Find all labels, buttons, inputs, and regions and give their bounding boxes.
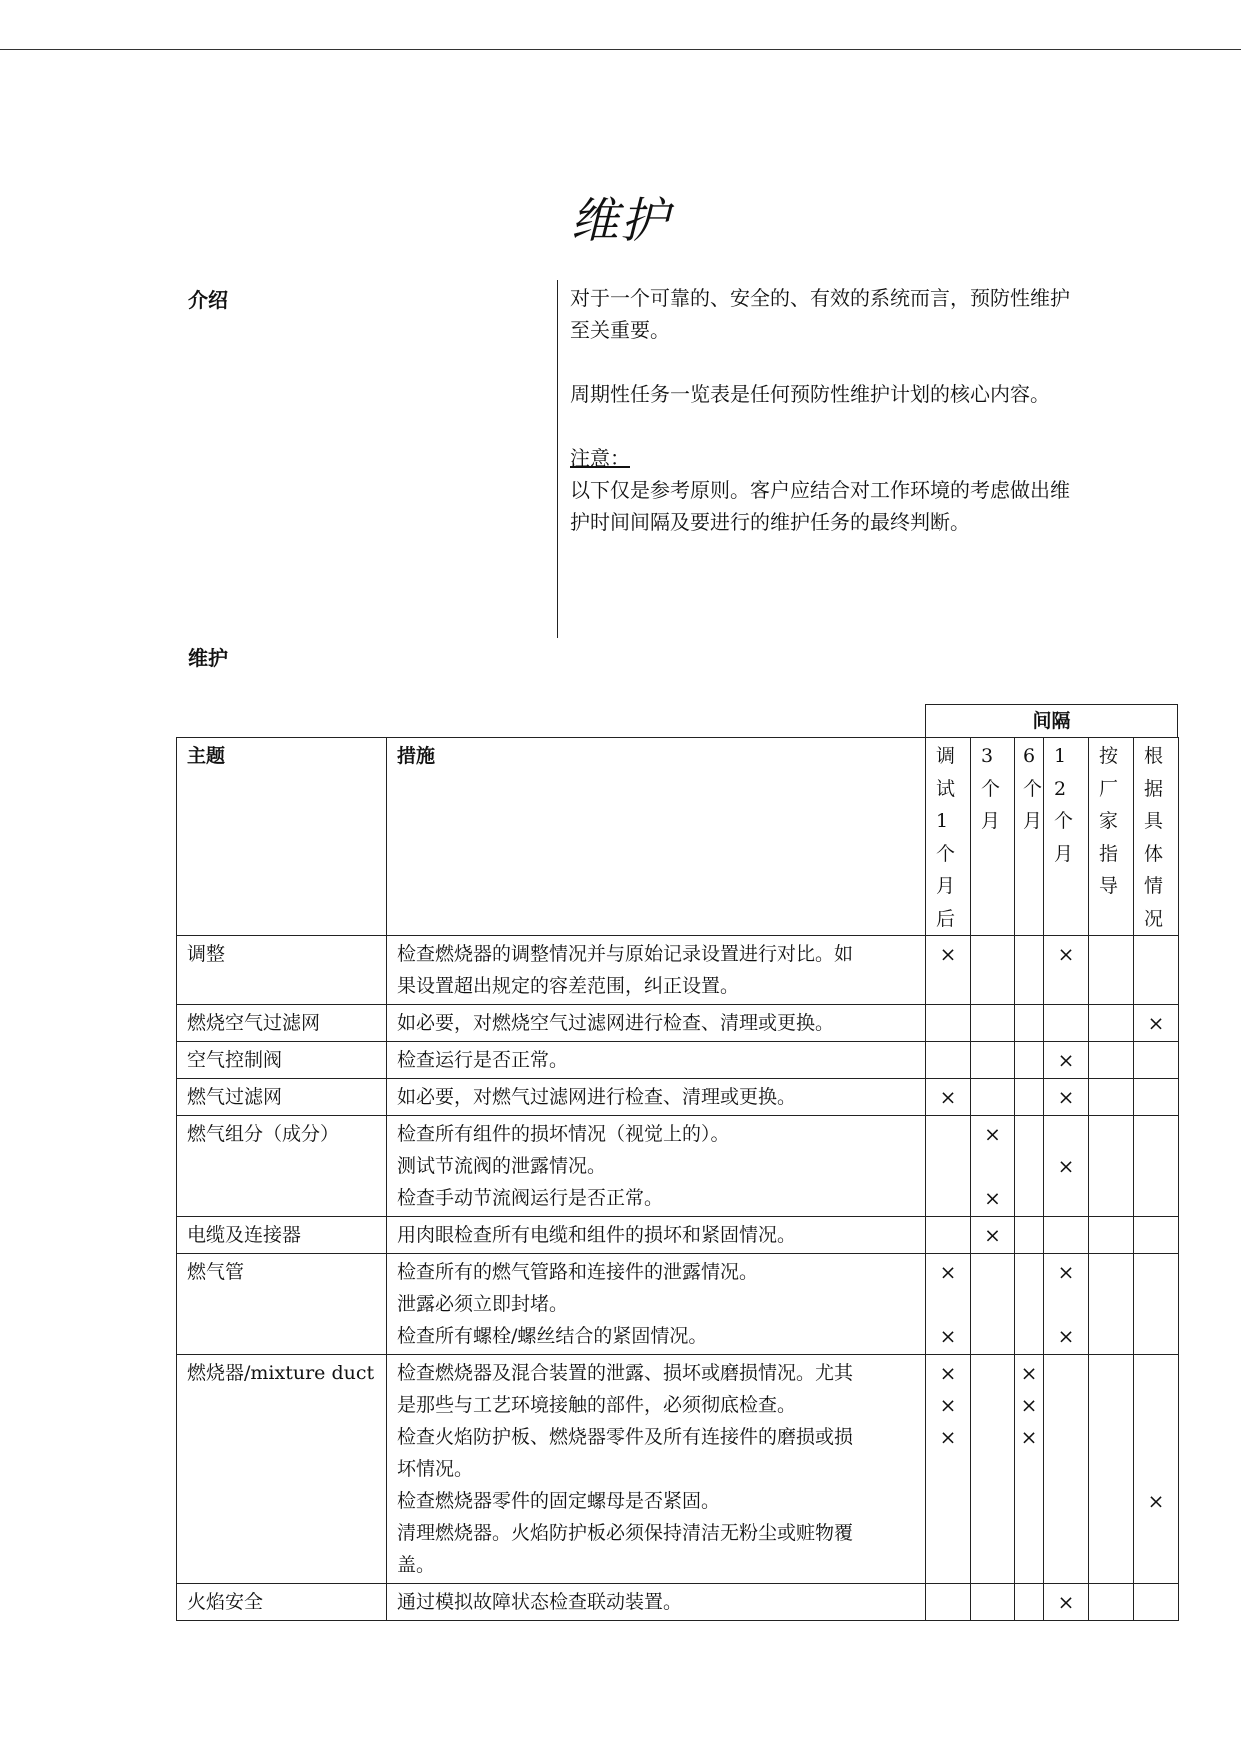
interval-mark-cell [971,1217,1015,1254]
measure-line: 坏情况。 [397,1458,474,1480]
interval-col-header: 12个月 [1044,738,1089,936]
interval-empty [926,1007,970,1039]
measure-line: 检查燃烧器及混合装置的泄露、损坏或磨损情况。尤其 [397,1362,854,1384]
measure-cell [387,1079,926,1116]
interval-empty [1015,1081,1043,1113]
interval-mark-cell [971,1584,1015,1621]
interval-mark-cell [1044,1116,1089,1217]
interval-col-header: 根据具体情况 [1134,738,1179,936]
interval-mark-cell [1089,1116,1134,1217]
interval-empty [1134,1118,1178,1150]
measure-line: 用肉眼检查所有电缆和组件的损坏和紧固情况。 [397,1224,797,1246]
interval-empty [926,1485,970,1517]
interval-empty [1015,1485,1043,1517]
col-topic-header: 主题 [177,738,387,936]
note-label: 注意： [570,446,630,470]
interval-mark-cell [971,1355,1015,1584]
measure-line: 泄露必须立即封堵。 [397,1293,569,1315]
interval-empty [1134,1081,1178,1113]
interval-empty [971,1453,1014,1485]
interval-empty [1015,1586,1043,1618]
interval-mark-cell [926,936,971,1005]
measure-line: 检查手动节流阀运行是否正常。 [397,1187,664,1209]
interval-mark: × [1020,1393,1038,1417]
interval-mark-cell [971,1042,1015,1079]
interval-mark-cell [971,1116,1015,1217]
interval-empty [1015,1150,1043,1182]
topic-text: 燃烧空气过滤网 [187,1012,321,1034]
table-row [177,1079,1179,1116]
interval-empty [1089,1549,1133,1581]
table-row [177,1584,1179,1621]
measure-cell [387,1042,926,1079]
interval-empty [971,970,1014,1002]
intro-text [570,282,1070,538]
interval-mark-cell [1089,1217,1134,1254]
interval-mark-cell [1134,1042,1179,1079]
interval-mark-cell [1089,936,1134,1005]
interval-mark-cell [1089,1254,1134,1355]
interval-mark: × [939,1085,957,1109]
interval-mark-cell [926,1116,971,1217]
interval-mark: × [1057,1590,1075,1614]
measure-cell [387,1254,926,1355]
interval-mark-cell [1134,1116,1179,1217]
interval-empty [971,1256,1014,1288]
interval-empty [971,1549,1014,1581]
interval-mark: × [1057,1154,1075,1178]
measure-line: 是那些与工艺环境接触的部件，必须彻底检查。 [397,1394,797,1416]
interval-mark-cell [1044,1254,1089,1355]
interval-empty [1044,1182,1088,1214]
interval-empty [926,970,970,1002]
topic-cell [177,1217,387,1254]
topic-text: 燃气管 [187,1261,245,1283]
interval-mark: × [984,1186,1001,1210]
interval-empty [1044,1549,1088,1581]
interval-empty [1089,1081,1133,1113]
interval-empty [971,1517,1014,1549]
interval-empty [926,1586,970,1618]
interval-empty [1134,1586,1178,1618]
interval-empty [1089,1517,1133,1549]
measure-cell [387,1116,926,1217]
topic-cell [177,1584,387,1621]
interval-mark-cell [971,1005,1015,1042]
interval-col-header: 6个月 [1015,738,1044,936]
interval-empty [1015,938,1043,970]
interval-mark-cell [1044,1079,1089,1116]
interval-mark: × [939,1324,957,1348]
interval-mark-cell [1044,1355,1089,1584]
interval-empty [1015,1118,1043,1150]
interval-mark: × [984,1223,1001,1247]
interval-mark-cell [1044,1217,1089,1254]
table-row [177,1116,1179,1217]
maintenance-label: 维护 [188,646,228,670]
measure-line: 检查所有组件的损坏情况（视觉上的）。 [397,1123,730,1145]
measure-line: 清理燃烧器。火焰防护板必须保持清洁无粉尘或赃物覆 [397,1522,854,1544]
interval-mark: × [1057,942,1075,966]
interval-empty [971,1081,1014,1113]
interval-mark-cell [971,1254,1015,1355]
topic-cell [177,936,387,1005]
interval-empty [1015,1453,1043,1485]
interval-col-header: 3个月 [971,738,1015,936]
interval-mark-cell [1044,1042,1089,1079]
interval-mark-cell [1089,1079,1134,1116]
interval-mark: × [1147,1011,1165,1035]
measure-line: 通过模拟故障状态检查联动装置。 [397,1591,683,1613]
table-row [177,1005,1179,1042]
interval-empty [971,1586,1014,1618]
interval-empty [1015,1517,1043,1549]
measure-line: 如必要，对燃气过滤网进行检查、清理或更换。 [397,1086,797,1108]
table-row [177,1355,1179,1584]
table-row [177,936,1179,1005]
topic-text: 空气控制阀 [187,1049,283,1071]
interval-mark-cell [1134,936,1179,1005]
interval-mark-cell [1015,1079,1044,1116]
interval-mark-cell [1089,1584,1134,1621]
intro-label: 介绍 [188,288,228,312]
interval-empty [1044,1517,1088,1549]
topic-text: 电缆及连接器 [187,1224,302,1246]
topic-cell [177,1254,387,1355]
interval-empty [926,1517,970,1549]
measure-line: 检查所有的燃气管路和连接件的泄露情况。 [397,1261,759,1283]
interval-empty [971,1485,1014,1517]
interval-empty [1015,970,1043,1002]
interval-empty [1134,1389,1178,1421]
interval-empty [1089,1182,1133,1214]
interval-empty [1134,1044,1178,1076]
interval-empty [1134,1150,1178,1182]
interval-empty [971,1421,1014,1453]
interval-mark: × [1057,1048,1075,1072]
interval-empty [926,1118,970,1150]
interval-mark: × [1057,1260,1075,1284]
interval-empty [1015,1288,1043,1320]
interval-mark-cell [1089,1355,1134,1584]
interval-empty [1089,1007,1133,1039]
interval-empty [1134,1256,1178,1288]
interval-mark-cell [926,1217,971,1254]
measure-cell [387,936,926,1005]
interval-mark-cell [1015,1042,1044,1079]
measure-cell [387,1217,926,1254]
interval-empty [1044,970,1088,1002]
interval-empty [1134,1517,1178,1549]
topic-cell [177,1005,387,1042]
interval-empty [1089,938,1133,970]
interval-mark-cell [1089,1005,1134,1042]
col-measure-header: 措施 [387,738,926,936]
interval-mark-cell [926,1005,971,1042]
topic-text: 调整 [187,943,226,965]
interval-mark: × [939,1425,957,1449]
interval-empty [1044,1219,1088,1251]
topic-cell [177,1116,387,1217]
note-text: 以下仅是参考原则。客户应结合对工作环境的考虑做出维护时间间隔及要进行的维护任务的最终判断。 [570,478,1070,534]
interval-mark-cell [1134,1005,1179,1042]
interval-empty [1044,1421,1088,1453]
interval-mark: × [939,1361,957,1385]
interval-empty [971,1044,1014,1076]
interval-mark-cell [926,1079,971,1116]
interval-empty [1089,1421,1133,1453]
interval-empty [1134,938,1178,970]
intro-divider [557,280,558,638]
table-header-row [177,738,1179,936]
interval-empty [1134,1288,1178,1320]
interval-mark-cell [1134,1584,1179,1621]
interval-empty [926,1150,970,1182]
interval-mark-cell [1134,1079,1179,1116]
topic-cell [177,1042,387,1079]
interval-empty [1044,1288,1088,1320]
interval-empty [1089,1118,1133,1150]
measure-line: 检查燃烧器零件的固定螺母是否紧固。 [397,1490,721,1512]
measure-line: 果设置超出规定的容差范围，纠正设置。 [397,975,740,997]
interval-empty [971,1320,1014,1352]
interval-mark-cell [926,1254,971,1355]
topic-cell [177,1079,387,1116]
interval-empty [1089,1389,1133,1421]
interval-empty [926,1288,970,1320]
interval-empty [926,1044,970,1076]
interval-empty [971,938,1014,970]
measure-line: 如必要，对燃烧空气过滤网进行检查、清理或更换。 [397,1012,835,1034]
table-row [177,1217,1179,1254]
interval-empty [1089,1219,1133,1251]
interval-empty [926,1182,970,1214]
interval-mark-cell [1015,1254,1044,1355]
interval-empty [1134,1357,1178,1389]
interval-empty [1015,1044,1043,1076]
interval-empty [1134,970,1178,1002]
interval-mark-cell [1044,936,1089,1005]
interval-empty [1015,1549,1043,1581]
interval-empty [1134,1320,1178,1352]
interval-mark-cell [1015,1355,1044,1584]
note-block [570,442,1070,538]
measure-cell [387,1584,926,1621]
measure-line: 盖。 [397,1554,436,1576]
intro-paragraph-2: 周期性任务一览表是任何预防性维护计划的核心内容。 [570,382,1050,406]
interval-mark-cell [1134,1254,1179,1355]
table-row [177,1254,1179,1355]
topic-text: 燃气过滤网 [187,1086,283,1108]
interval-empty [971,1357,1014,1389]
interval-mark-cell [1044,1005,1089,1042]
interval-mark: × [1020,1425,1038,1449]
interval-mark-cell [971,936,1015,1005]
interval-empty [1134,1182,1178,1214]
interval-mark: × [984,1122,1001,1146]
interval-empty [926,1219,970,1251]
page-title: 维护 [570,193,671,250]
interval-empty [1134,1549,1178,1581]
interval-empty [1134,1421,1178,1453]
interval-mark-cell [1015,1005,1044,1042]
interval-empty [1015,1007,1043,1039]
interval-empty [926,1549,970,1581]
interval-empty [971,1389,1014,1421]
interval-mark-cell [1015,936,1044,1005]
measure-line: 测试节流阀的泄露情况。 [397,1155,607,1177]
interval-empty [1015,1320,1043,1352]
interval-empty [1015,1182,1043,1214]
table-row [177,1042,1179,1079]
interval-mark-cell [926,1042,971,1079]
interval-empty [1044,1007,1088,1039]
header-rule [0,49,1241,50]
interval-empty [1089,1357,1133,1389]
interval-mark-cell [926,1584,971,1621]
interval-empty [1044,1485,1088,1517]
interval-empty [1044,1118,1088,1150]
interval-mark-cell [1134,1217,1179,1254]
interval-mark-cell [1015,1584,1044,1621]
interval-empty [1089,1586,1133,1618]
interval-mark-cell [1015,1116,1044,1217]
interval-empty [1015,1256,1043,1288]
interval-empty [1089,1288,1133,1320]
interval-empty [1089,1453,1133,1485]
measure-cell [387,1005,926,1042]
interval-mark: × [1147,1489,1165,1513]
measure-line: 检查所有螺栓/螺丝结合的紧固情况。 [397,1325,708,1347]
interval-mark: × [939,1260,957,1284]
interval-empty [1089,970,1133,1002]
interval-mark: × [939,1393,957,1417]
interval-mark: × [1020,1361,1038,1385]
interval-empty [926,1453,970,1485]
table-body [177,936,1179,1621]
interval-col-header: 调试1个月后 [926,738,971,936]
interval-empty [971,1150,1014,1182]
interval-empty [1044,1357,1088,1389]
topic-cell [177,1355,387,1584]
interval-mark: × [1057,1085,1075,1109]
interval-mark-cell [1044,1584,1089,1621]
interval-empty [971,1288,1014,1320]
interval-empty [1089,1044,1133,1076]
interval-empty [1089,1150,1133,1182]
measure-line: 检查燃烧器的调整情况并与原始记录设置进行对比。如 [397,943,854,965]
interval-mark-cell [971,1079,1015,1116]
intro-paragraph-1: 对于一个可靠的、安全的、有效的系统而言，预防性维护至关重要。 [570,286,1070,342]
interval-empty [1044,1453,1088,1485]
interval-empty [1089,1256,1133,1288]
topic-text: 燃烧器/mixture duct [187,1362,375,1384]
measure-line: 检查运行是否正常。 [397,1049,569,1071]
interval-empty [1015,1219,1043,1251]
topic-text: 燃气组分（成分） [187,1123,340,1145]
interval-mark: × [939,942,957,966]
measure-line: 检查火焰防护板、燃烧器零件及所有连接件的磨损或损 [397,1426,854,1448]
interval-mark-cell [1134,1355,1179,1584]
interval-mark-cell [926,1355,971,1584]
interval-mark-cell [1089,1042,1134,1079]
interval-empty [1044,1389,1088,1421]
interval-mark: × [1057,1324,1075,1348]
interval-mark-cell [1015,1217,1044,1254]
interval-empty [1134,1219,1178,1251]
measure-cell [387,1355,926,1584]
interval-empty [1089,1485,1133,1517]
interval-header: 间隔 [925,704,1178,738]
topic-text: 火焰安全 [187,1591,264,1613]
interval-empty [1134,1453,1178,1485]
interval-empty [1089,1320,1133,1352]
interval-col-header: 按厂家指导 [1089,738,1134,936]
maintenance-table [176,737,1179,1621]
interval-empty [971,1007,1014,1039]
